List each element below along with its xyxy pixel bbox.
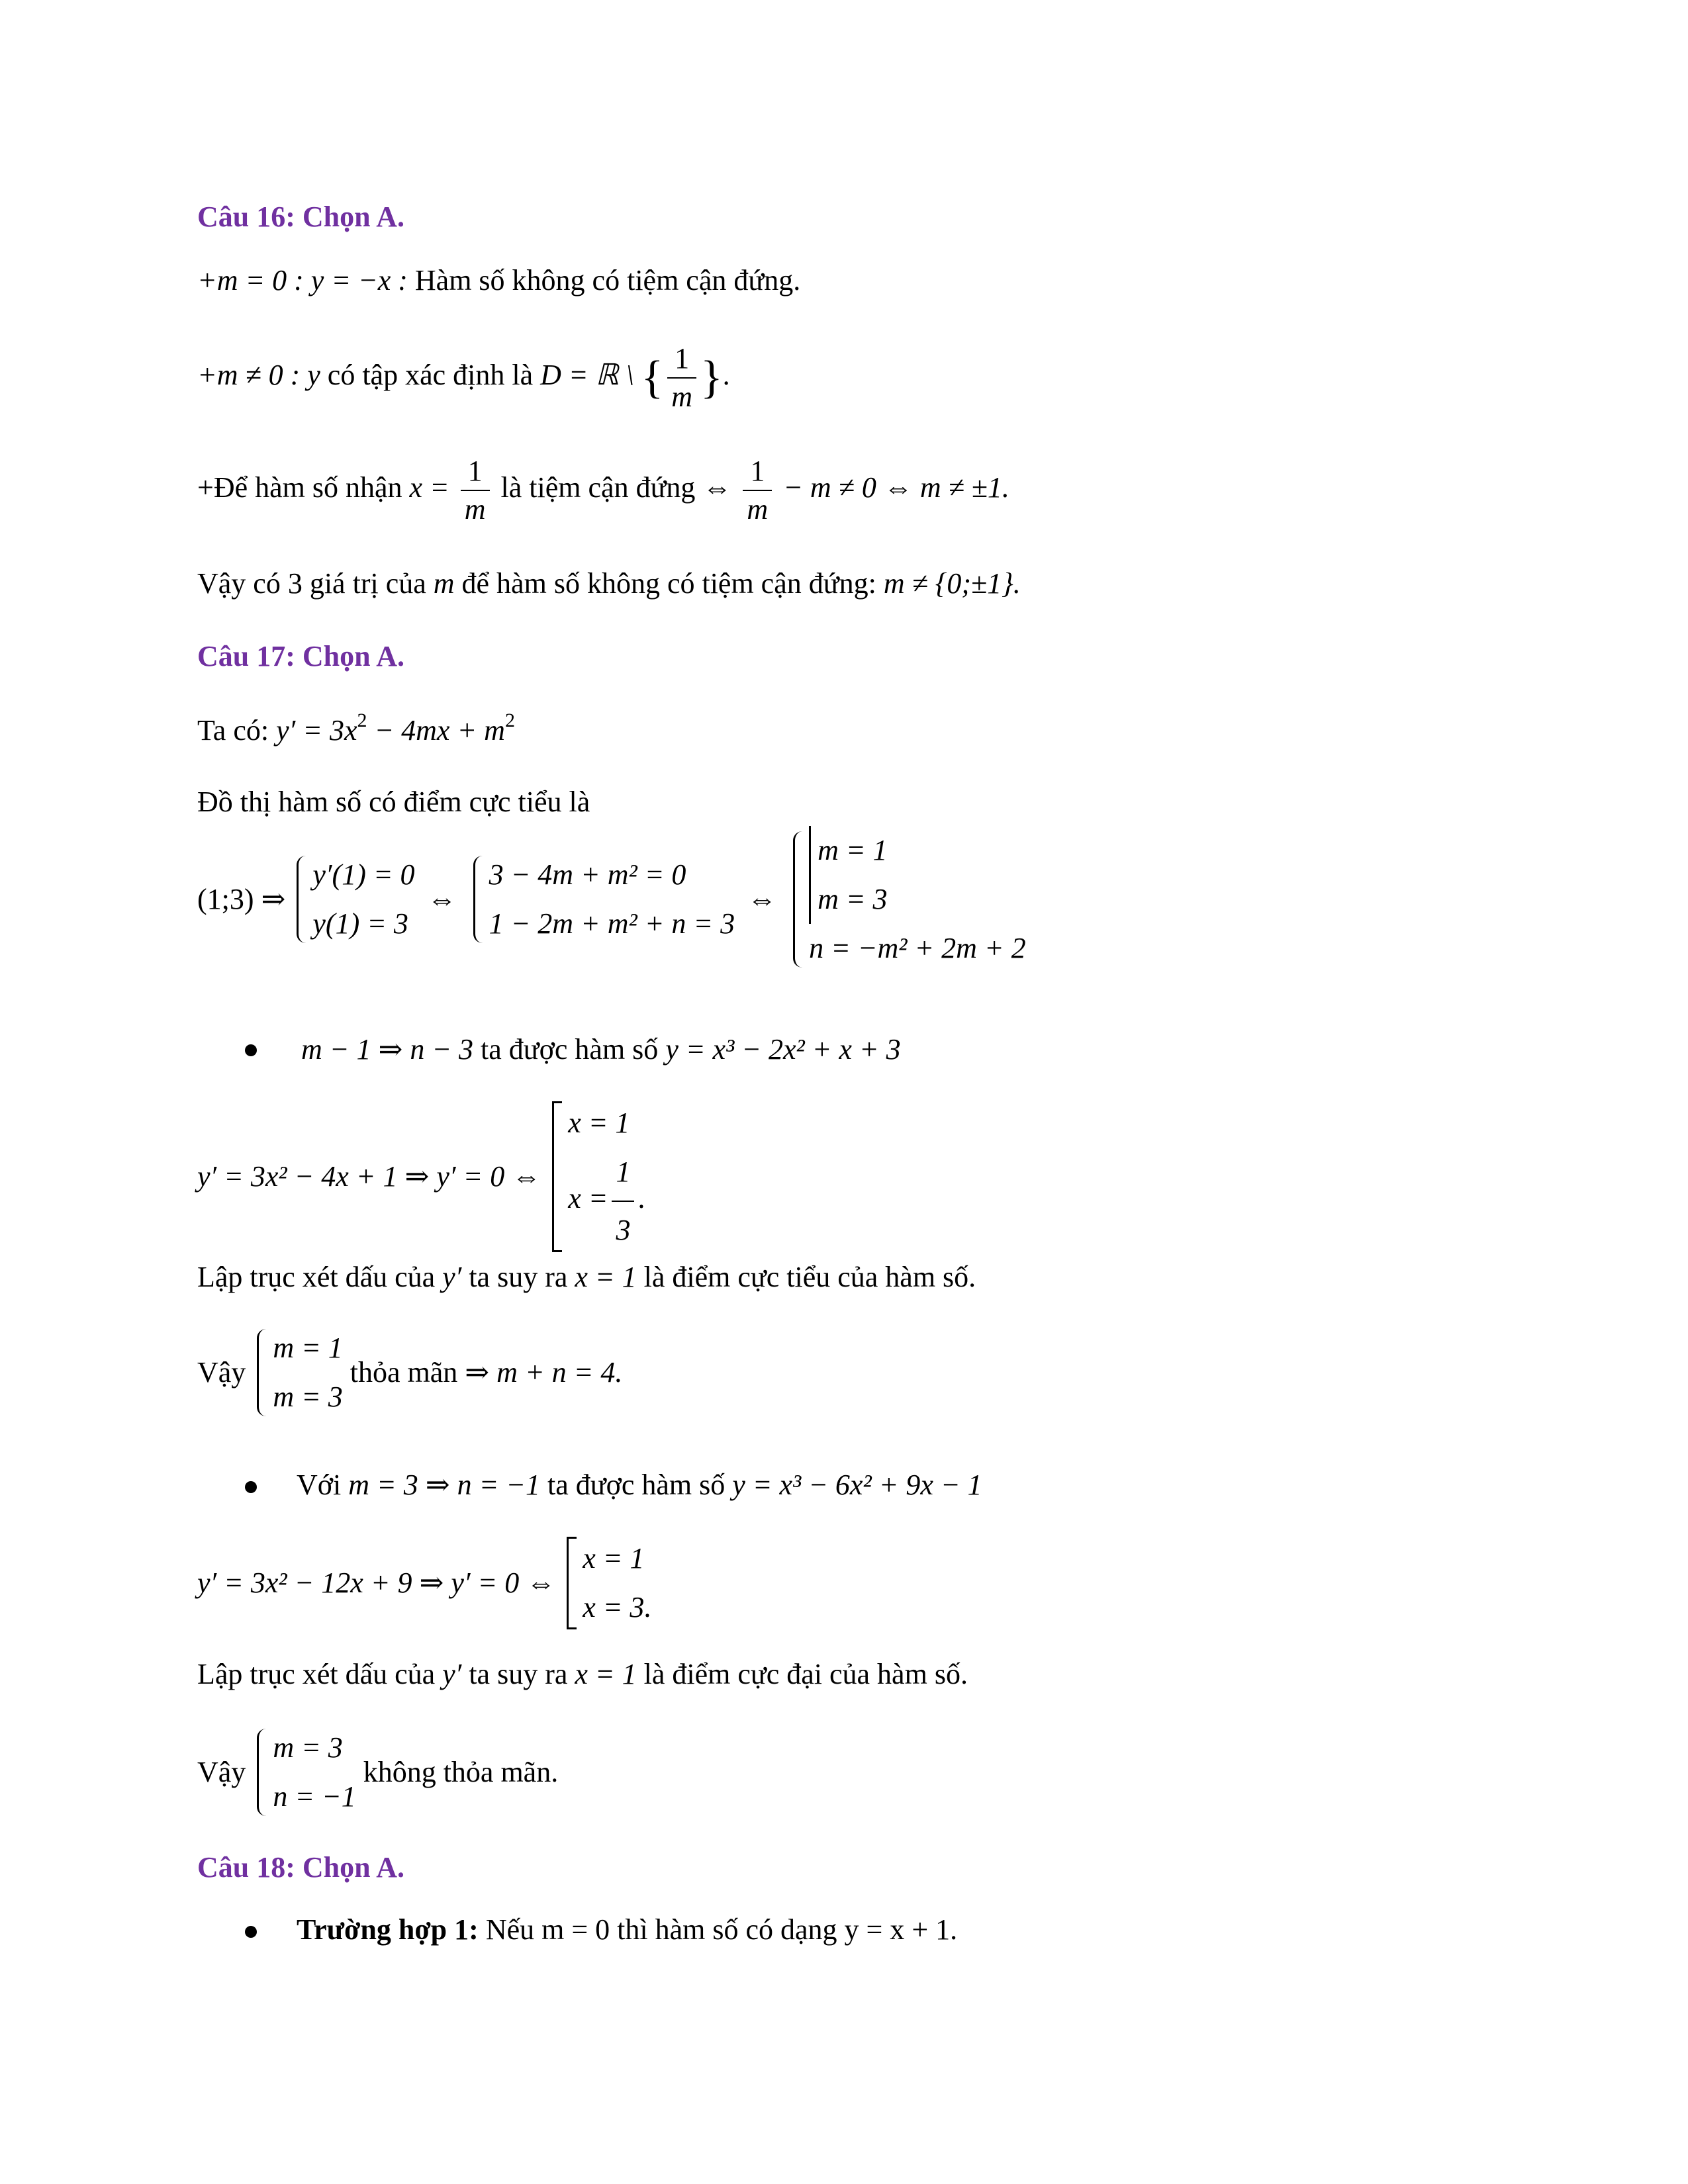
q17-conclusion-2 (197, 1723, 558, 1821)
q16-l3-fraction-2: $\frac{1}{m}$ (743, 457, 772, 524)
q17-t1-d: x = 1 (575, 1261, 637, 1293)
q16-line-1 (197, 266, 800, 295)
q16-l1-text: Hàm số không có tiệm cận đứng. (414, 264, 801, 296)
q17-sign-2 (197, 1660, 968, 1689)
q17-line-1: Ta có: $y' = 3x^2 - 4mx + m^2$ (197, 709, 515, 747)
q17-t1-c: ta suy ra (469, 1261, 568, 1293)
q16-l3-fraction-1: $\frac{1}{m}$ (461, 457, 490, 524)
bullet-1 (245, 1044, 257, 1056)
q16-l3-c: là tiệm cận đứng ⇔ (500, 471, 732, 504)
q17-l1-b: y′ = 3x (276, 714, 357, 747)
q17-t1-e: là điểm cực tiểu của hàm số. (643, 1261, 976, 1293)
q17-v1-a: Vậy (197, 1356, 246, 1388)
q17-d1-a: y′ = 3x² − 4x + 1 ⇒ y′ = 0 ⇔ (197, 1160, 541, 1193)
q16-l4-c: m ≠ {0;±1}. (883, 567, 1021, 600)
q17-b2-d: y = x³ − 6x² + 9x − 1 (732, 1469, 982, 1501)
q17-b2-c: ta được hàm số (547, 1469, 726, 1501)
q17-v2-system: m = 3 n = −1 (253, 1723, 355, 1821)
bullet-3 (245, 1926, 257, 1938)
q17-t1-b: y′ (442, 1261, 462, 1293)
q16-l3-a: +Để hàm số nhận (197, 471, 402, 504)
q17-b2-b: m = 3 ⇒ n = −1 (348, 1469, 540, 1501)
q17-b1-b: ta được hàm số (481, 1033, 659, 1066)
q16-l4-b: để hàm số không có tiệm cận đứng: (461, 567, 876, 600)
q17-t1-a: Lập trục xét dấu của (197, 1261, 436, 1293)
q17-sign-1 (197, 1263, 976, 1292)
q17-bullet-1-line (301, 1035, 901, 1064)
q17-deriv-2 (197, 1534, 651, 1632)
q17-deriv-1 (197, 1099, 645, 1255)
heading-cau-17: Câu 17: Chọn A. (197, 640, 404, 672)
q16-line-2: +m ≠ 0 : y có tập xác định là D = ℝ \ { $\frac{1}{m}$ }. (197, 342, 730, 413)
q17-point: (1;3) ⇒ (197, 883, 286, 915)
q18-b1-bold: Trường hợp 1: (297, 1913, 479, 1946)
q17-line-2: Đồ thị hàm số có điểm cực tiểu là (197, 786, 590, 818)
q16-l2-fraction: $\frac{1}{m}$ (667, 344, 696, 412)
q17-l1-c: − 4mx + m (374, 714, 505, 747)
q17-t2-b: y′ (442, 1658, 462, 1690)
q17-system-line (197, 826, 1026, 973)
bullet-2 (245, 1481, 257, 1493)
q16-l4-m: m (433, 567, 455, 600)
q16-line-4 (197, 569, 1021, 598)
q16-l2-b: D = ℝ \ (540, 359, 634, 392)
q17-l1-a: Ta có: (197, 714, 269, 747)
q17-v2-a: Vậy (197, 1756, 246, 1788)
q17-bullet-2-line (297, 1471, 982, 1500)
q16-l3-d: − m ≠ 0 ⇔ m ≠ ±1. (783, 471, 1009, 504)
q16-l3-b: x = (409, 471, 449, 504)
q17-b2-a: Với (297, 1469, 342, 1501)
q17-v1-b: thỏa mãn (350, 1356, 458, 1388)
q16-l2-a: +m ≠ 0 : y (197, 359, 320, 392)
q16-l4-a: Vậy có 3 giá trị của (197, 567, 426, 600)
q17-v2-b: không thỏa mãn. (363, 1756, 559, 1788)
q17-b1-a: m − 1 ⇒ n − 3 (301, 1033, 474, 1066)
q17-equiv-1: ⇔ (427, 883, 457, 915)
q17-t2-a: Lập trục xét dấu của (197, 1658, 436, 1690)
q17-v1-c: ⇒ m + n = 4. (465, 1356, 623, 1388)
q17-d1-solutions: x = 1 x = $\frac{1}{3}$ . (548, 1099, 645, 1255)
q16-l1-math: +m = 0 : y = −x : (197, 264, 408, 296)
q17-t2-c: ta suy ra (469, 1658, 568, 1690)
q16-line-3 (197, 457, 1009, 524)
q18-b1-text: Nếu m = 0 thì hàm số có dạng y = x + 1. (485, 1913, 958, 1946)
heading-cau-16: Câu 16: Chọn A. (197, 201, 404, 233)
q17-d2-a: y′ = 3x² − 12x + 9 ⇒ y′ = 0 ⇔ (197, 1567, 556, 1599)
heading-cau-18: Câu 18: Chọn A. (197, 1851, 404, 1884)
q17-t2-d: x = 1 (575, 1658, 637, 1690)
q17-d2-solutions: x = 1 x = 3. (563, 1534, 651, 1632)
q17-v1-system: m = 1 m = 3 (253, 1324, 342, 1422)
q17-conclusion-1 (197, 1324, 622, 1422)
q17-equiv-2: ⇔ (747, 883, 777, 915)
q16-l2-text: có tập xác định là (327, 359, 534, 392)
q17-b1-c: y = x³ − 2x² + x + 3 (665, 1033, 901, 1066)
q17-t2-e: là điểm cực đại của hàm số. (643, 1658, 968, 1690)
q17-system-3: m = 1 m = 3 n = −m² + 2m + 2 (789, 826, 1026, 973)
q17-system-1: y′(1) = 0 y(1) = 3 (293, 850, 414, 948)
q18-bullet-1-line (297, 1915, 957, 1944)
q17-system-2: 3 − 4m + m² = 0 1 − 2m + m² + n = 3 (469, 850, 735, 948)
